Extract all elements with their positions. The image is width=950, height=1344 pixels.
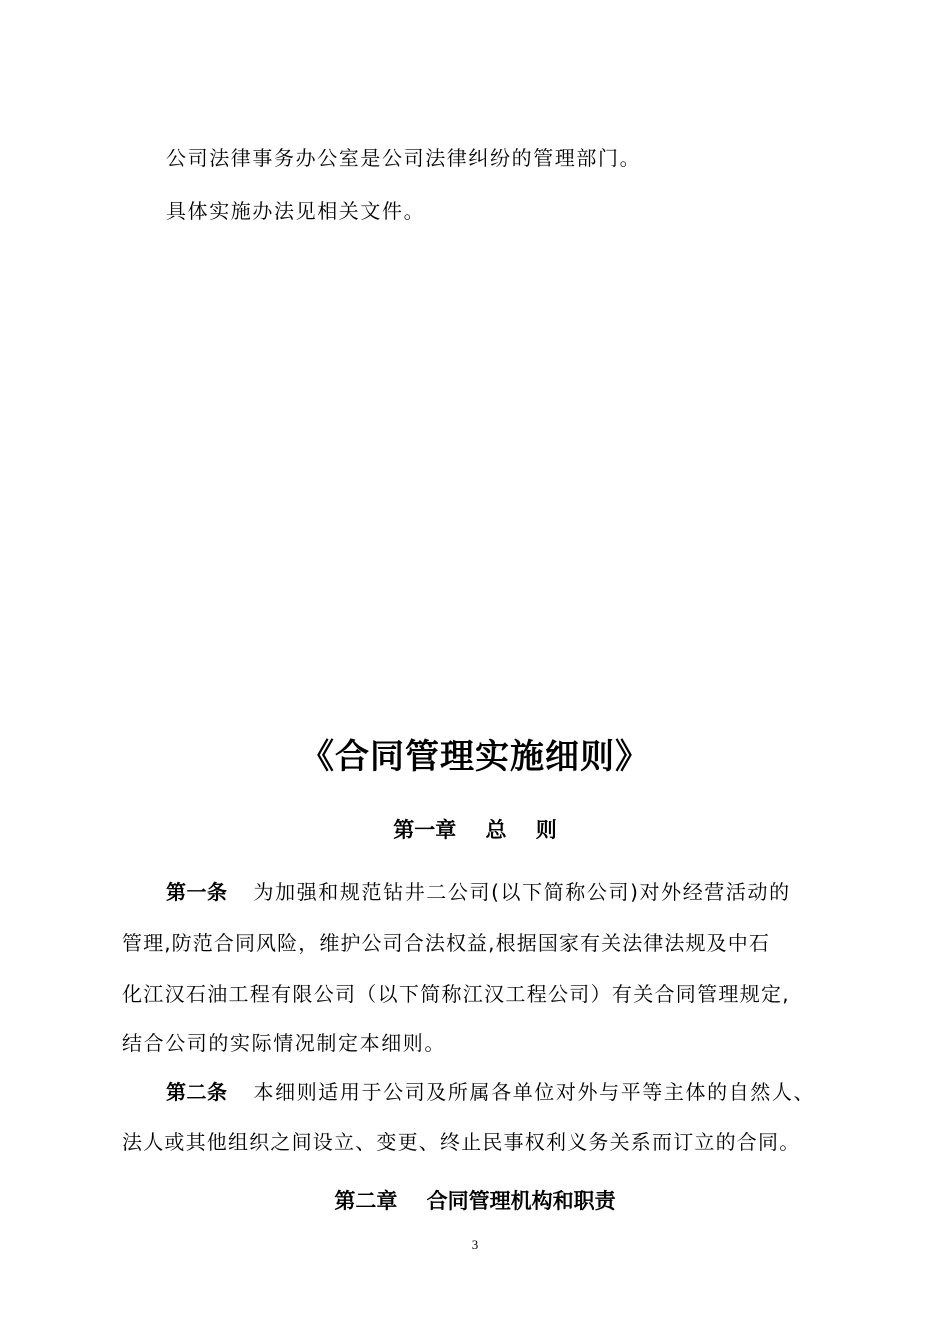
paragraph-line: 法人或其他组织之间设立、变更、终止民事权利义务关系而订立的合同。 <box>122 1130 801 1154</box>
article-text: 本细则适用于公司及所属各单位对外与平等主体的自然人、 <box>253 1080 816 1104</box>
article-label: 第二条 <box>166 1080 228 1104</box>
paragraph-line: 管理,防范合同风险，维护公司合法权益,根据国家有关法律法规及中石 <box>122 931 770 955</box>
article-label: 第一条 <box>166 880 228 904</box>
page-number: 3 <box>471 1237 479 1252</box>
article-first-line <box>166 1077 815 1107</box>
chapter-heading: 第二章 合同管理机构和职责 <box>334 1189 616 1213</box>
article-text: 为加强和规范钻井二公司(以下简称公司)对外经营活动的 <box>253 880 791 904</box>
article-first-line <box>166 877 791 907</box>
paragraph-line: 结合公司的实际情况制定本细则。 <box>122 1031 446 1055</box>
paragraph-line: 具体实施办法见相关文件。 <box>166 199 426 223</box>
document-title: 《合同管理实施细则》 <box>300 737 650 777</box>
chapter-heading: 第一章 总 则 <box>393 818 557 842</box>
paragraph-line: 公司法律事务办公室是公司法律纠纷的管理部门。 <box>166 146 642 170</box>
paragraph-line: 化江汉石油工程有限公司（以下简称江汉工程公司）有关合同管理规定, <box>122 982 790 1006</box>
